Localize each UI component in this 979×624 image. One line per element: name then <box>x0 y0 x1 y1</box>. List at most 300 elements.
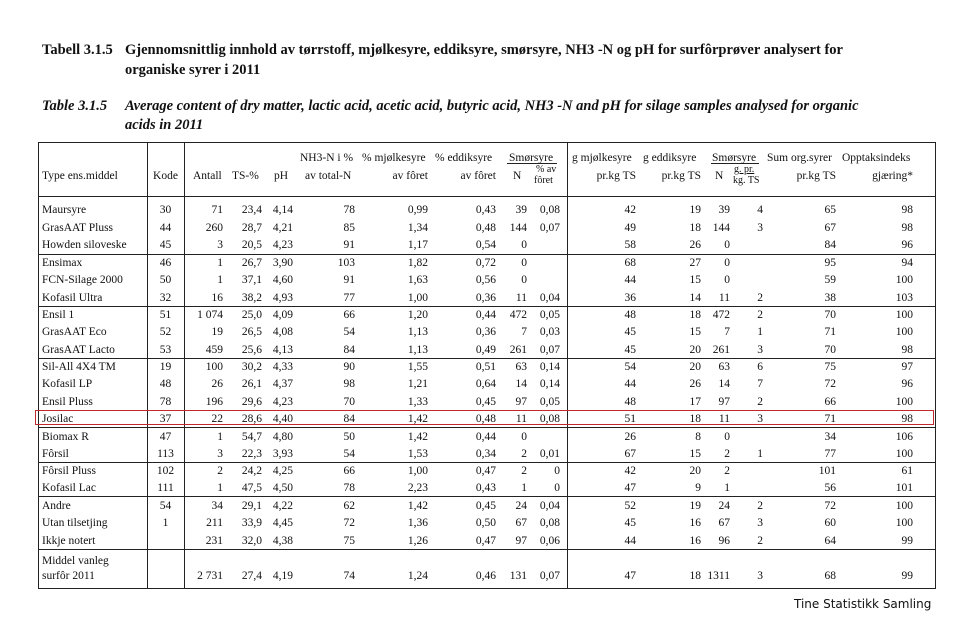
cell-type: Sil-All 4X4 TM <box>42 361 116 373</box>
cell-smor-pct: 0,04 <box>539 292 560 304</box>
group-rule-5 <box>38 462 936 463</box>
cell-mjolk: 1,00 <box>407 292 428 304</box>
cell-ts: 33,9 <box>241 517 262 529</box>
cell-smor-n: 261 <box>509 344 527 356</box>
cell-g-smor-n: 97 <box>718 396 730 408</box>
cell-antall: 19 <box>211 326 223 338</box>
cell-ts: 25,0 <box>241 309 262 321</box>
header-type: Type ens.middel <box>42 170 118 182</box>
cell-mjolk: 2,23 <box>407 482 428 494</box>
cell-kode: 19 <box>159 361 172 373</box>
cell-opptak: 100 <box>895 326 913 338</box>
cell-smor-pct: 0,01 <box>539 448 560 460</box>
cell-antall: 196 <box>205 396 223 408</box>
cell-antall: 26 <box>211 378 223 390</box>
cell-opptak: 96 <box>901 239 913 251</box>
cell-smor-n: 24 <box>515 500 527 512</box>
table-top-rule <box>38 142 936 143</box>
cell-g-mjolk: 54 <box>624 361 636 373</box>
cell-smor-pct: 0,08 <box>539 204 560 216</box>
cell-kode: 37 <box>159 413 172 425</box>
cell-opptak: 100 <box>895 448 913 460</box>
cell-ts: 47,5 <box>241 482 262 494</box>
cell-g-smor-n: 0 <box>724 257 730 269</box>
cell-smor-pct: 0,03 <box>539 326 560 338</box>
cell-nh3: 62 <box>343 500 355 512</box>
cell-sum: 65 <box>824 204 836 216</box>
cell-antall: 1 <box>217 431 223 443</box>
cell-antall: 1 <box>217 274 223 286</box>
col-rule-left <box>38 142 39 589</box>
cell-ph: 4,23 <box>272 396 293 408</box>
table-title-english <box>42 97 942 135</box>
group-rule-4 <box>38 427 936 428</box>
cell-g-smor-g: 2 <box>757 500 763 512</box>
cell-g-smor-g: 3 <box>757 413 763 425</box>
cell-ph: 4,38 <box>272 535 293 547</box>
cell-opptak: 100 <box>895 517 913 529</box>
group-rule-3 <box>38 358 936 359</box>
cell-g-mjolk: 45 <box>624 326 636 338</box>
cell-kode: 113 <box>157 448 174 460</box>
header-smor-pct-line1: % av <box>536 164 557 175</box>
cell-nh3: 50 <box>343 431 355 443</box>
cell-smor-n: 1 <box>521 482 527 494</box>
cell-eddik: 0,72 <box>475 257 496 269</box>
cell-mjolk: 1,00 <box>407 465 428 477</box>
table-number-en: Table 3.1.5 <box>42 98 108 114</box>
cell-average-nh3: 74 <box>343 570 355 582</box>
cell-eddik: 0,36 <box>475 326 496 338</box>
cell-type: GrasAAT Eco <box>42 326 107 338</box>
cell-antall: 3 <box>217 448 223 460</box>
cell-eddik: 0,51 <box>475 361 496 373</box>
cell-opptak: 100 <box>895 274 913 286</box>
cell-g-mjolk: 48 <box>624 396 636 408</box>
cell-antall: 100 <box>205 361 223 373</box>
table-number-no: Tabell 3.1.5 <box>42 42 113 58</box>
cell-mjolk: 1,82 <box>407 257 428 269</box>
cell-antall: 22 <box>211 413 223 425</box>
cell-eddik: 0,43 <box>475 204 496 216</box>
cell-average-smor-pct: 0,07 <box>539 570 560 582</box>
cell-sum: 64 <box>824 535 836 547</box>
cell-g-smor-n: 39 <box>718 204 730 216</box>
cell-kode: 54 <box>159 500 172 512</box>
cell-opptak: 97 <box>901 361 913 373</box>
cell-eddik: 0,54 <box>475 239 496 251</box>
cell-sum: 34 <box>824 431 836 443</box>
cell-g-eddik: 17 <box>689 396 701 408</box>
cell-kode: 48 <box>159 378 172 390</box>
header-gsmor-g-line1: g. pr. <box>734 164 755 175</box>
cell-smor-n: 97 <box>515 535 527 547</box>
header-opp-line1: Opptaksindeks <box>842 152 911 164</box>
cell-sum: 56 <box>824 482 836 494</box>
cell-sum: 59 <box>824 274 836 286</box>
cell-ph: 4,33 <box>272 361 293 373</box>
group-rule-6 <box>38 496 936 497</box>
cell-opptak: 100 <box>895 309 913 321</box>
cell-ts: 25,6 <box>241 344 262 356</box>
cell-g-smor-n: 2 <box>724 448 730 460</box>
cell-g-eddik: 8 <box>695 431 701 443</box>
cell-kode: 45 <box>159 239 172 251</box>
cell-type: Andre <box>42 500 71 512</box>
cell-average-ph: 4,19 <box>272 570 293 582</box>
cell-smor-n: 0 <box>521 257 527 269</box>
cell-g-smor-n: 261 <box>712 344 730 356</box>
cell-eddik: 0,47 <box>475 465 496 477</box>
cell-smor-n: 11 <box>515 413 527 425</box>
cell-kode: 102 <box>156 465 175 477</box>
cell-sum: 67 <box>824 222 836 234</box>
cell-mjolk: 1,21 <box>407 378 428 390</box>
cell-kode: 30 <box>159 204 172 216</box>
cell-g-smor-n: 14 <box>718 378 730 390</box>
group-rule-1 <box>38 254 936 255</box>
cell-g-eddik: 16 <box>689 535 701 547</box>
cell-type: Josilac <box>42 413 74 425</box>
cell-opptak: 98 <box>901 204 913 216</box>
cell-smor-n: 67 <box>515 517 527 529</box>
cell-smor-pct: 0,04 <box>539 500 560 512</box>
cell-antall: 1 <box>217 482 223 494</box>
cell-ts: 26,7 <box>241 257 262 269</box>
cell-g-eddik: 14 <box>689 292 701 304</box>
cell-antall: 459 <box>205 344 223 356</box>
cell-smor-pct: 0,05 <box>539 396 560 408</box>
cell-opptak: 98 <box>901 344 913 356</box>
source-credit: Tine Statistikk Samling <box>794 597 932 611</box>
cell-g-smor-n: 11 <box>718 413 730 425</box>
cell-antall: 1 074 <box>197 309 223 321</box>
header-eddik-line2: av fôret <box>460 170 496 182</box>
cell-ph: 4,09 <box>272 309 293 321</box>
cell-smor-pct: 0 <box>554 465 560 477</box>
cell-average-eddik: 0,46 <box>475 570 496 582</box>
cell-smor-n: 0 <box>521 239 527 251</box>
cell-eddik: 0,36 <box>475 292 496 304</box>
cell-g-smor-n: 24 <box>718 500 730 512</box>
cell-ts: 29,6 <box>241 396 262 408</box>
cell-sum: 60 <box>824 517 836 529</box>
cell-ts: 30,2 <box>241 361 262 373</box>
cell-ph: 4,14 <box>272 204 293 216</box>
cell-mjolk: 1,63 <box>407 274 428 286</box>
cell-mjolk: 1,42 <box>407 431 428 443</box>
cell-eddik: 0,64 <box>475 378 496 390</box>
group-rule-2 <box>38 306 936 307</box>
cell-type: FCN-Silage 2000 <box>42 274 123 286</box>
cell-smor-pct: 0,07 <box>539 222 560 234</box>
cell-type: GrasAAT Lacto <box>42 344 115 356</box>
header-ph: pH <box>274 170 289 182</box>
cell-ph: 4,23 <box>272 239 293 251</box>
cell-average-g-mjolk: 47 <box>624 570 636 582</box>
cell-ts: 24,2 <box>241 465 262 477</box>
cell-kode: 51 <box>159 309 172 321</box>
cell-g-smor-g: 1 <box>757 448 763 460</box>
cell-g-eddik: 20 <box>689 361 701 373</box>
header-gmjolk-line2: pr.kg TS <box>596 170 636 182</box>
cell-average-opptak: 99 <box>901 570 913 582</box>
cell-ph: 3,90 <box>272 257 293 269</box>
cell-type: Fôrsil Pluss <box>42 465 97 477</box>
header-gmjolk-line1: g mjølkesyre <box>572 152 632 164</box>
cell-g-eddik: 20 <box>689 344 701 356</box>
cell-kode: 44 <box>159 222 172 234</box>
cell-type: Maursyre <box>42 204 87 216</box>
cell-g-mjolk: 67 <box>624 448 636 460</box>
cell-mjolk: 1,55 <box>407 361 428 373</box>
cell-g-smor-g: 2 <box>757 396 763 408</box>
cell-ph: 4,08 <box>272 326 293 338</box>
cell-antall: 211 <box>206 517 223 529</box>
cell-ph: 4,25 <box>272 465 293 477</box>
cell-opptak: 98 <box>901 413 913 425</box>
cell-eddik: 0,49 <box>475 344 496 356</box>
cell-nh3: 91 <box>343 239 355 251</box>
cell-nh3: 103 <box>337 257 355 269</box>
header-sum-line2: pr.kg TS <box>796 170 836 182</box>
cell-average-antall: 2 731 <box>197 570 223 582</box>
header-sum-line1: Sum org.syrer <box>767 152 832 164</box>
cell-mjolk: 1,42 <box>407 500 428 512</box>
cell-type: Fôrsil <box>42 448 69 460</box>
cell-g-eddik: 26 <box>689 378 701 390</box>
cell-g-mjolk: 51 <box>624 413 636 425</box>
cell-sum: 84 <box>824 239 836 251</box>
cell-average-mjolk: 1,24 <box>407 570 428 582</box>
cell-g-smor-n: 7 <box>724 326 730 338</box>
cell-nh3: 72 <box>343 517 355 529</box>
cell-nh3: 75 <box>343 535 355 547</box>
cell-opptak: 99 <box>901 535 913 547</box>
cell-g-smor-g: 2 <box>757 292 763 304</box>
cell-type: Biomax R <box>42 431 89 443</box>
cell-ph: 4,93 <box>272 292 293 304</box>
cell-opptak: 61 <box>901 465 913 477</box>
cell-kode: 111 <box>157 482 174 494</box>
cell-smor-pct: 0,05 <box>539 309 560 321</box>
cell-nh3: 84 <box>343 413 355 425</box>
cell-type: Ikkje notert <box>42 535 96 547</box>
header-geddik-line1: g eddiksyre <box>643 152 697 164</box>
cell-g-eddik: 15 <box>689 326 701 338</box>
cell-opptak: 103 <box>895 292 913 304</box>
cell-smor-n: 14 <box>515 378 527 390</box>
cell-opptak: 101 <box>895 482 913 494</box>
col-rule-kode-right <box>184 142 185 589</box>
cell-ts: 28,7 <box>241 222 262 234</box>
cell-ph: 4,50 <box>272 482 293 494</box>
cell-g-smor-g: 2 <box>757 535 763 547</box>
cell-g-mjolk: 26 <box>624 431 636 443</box>
cell-g-mjolk: 44 <box>624 535 636 547</box>
cell-average-g-eddik: 18 <box>689 570 701 582</box>
cell-g-smor-g: 7 <box>757 378 763 390</box>
cell-average-g-smor-g: 3 <box>757 570 763 582</box>
cell-type: Utan tilsetjing <box>42 517 108 529</box>
cell-kode: 78 <box>159 396 172 408</box>
cell-kode: 47 <box>159 431 172 443</box>
cell-g-smor-n: 96 <box>718 535 730 547</box>
cell-smor-pct: 0,08 <box>539 413 560 425</box>
cell-smor-n: 97 <box>515 396 527 408</box>
cell-g-smor-n: 472 <box>712 309 730 321</box>
cell-nh3: 70 <box>343 396 355 408</box>
cell-sum: 71 <box>824 326 836 338</box>
cell-g-smor-g: 3 <box>757 344 763 356</box>
cell-nh3: 98 <box>343 378 355 390</box>
cell-kode: 52 <box>159 326 172 338</box>
cell-ph: 4,22 <box>272 500 293 512</box>
cell-g-eddik: 18 <box>689 309 701 321</box>
cell-nh3: 78 <box>343 204 355 216</box>
cell-smor-pct: 0,14 <box>539 378 560 390</box>
cell-eddik: 0,34 <box>475 448 496 460</box>
cell-g-smor-g: 4 <box>757 204 763 216</box>
cell-smor-pct: 0 <box>554 482 560 494</box>
cell-opptak: 100 <box>895 500 913 512</box>
cell-average-label-2: surfôr 2011 <box>42 570 95 582</box>
cell-kode: 46 <box>159 257 172 269</box>
header-gsmor-n: N <box>715 170 724 182</box>
cell-g-eddik: 27 <box>689 257 701 269</box>
cell-mjolk: 0,99 <box>407 204 428 216</box>
cell-g-mjolk: 44 <box>624 378 636 390</box>
cell-eddik: 0,48 <box>475 413 496 425</box>
cell-eddik: 0,45 <box>475 396 496 408</box>
cell-average-sum: 68 <box>824 570 836 582</box>
header-gsmor-g-line2: kg. TS <box>733 175 760 186</box>
header-nh3-line2: av total-N <box>305 170 352 182</box>
cell-ph: 4,21 <box>272 222 293 234</box>
header-gsmor-line1: Smørsyre <box>712 152 757 164</box>
cell-eddik: 0,48 <box>475 222 496 234</box>
cell-mjolk: 1,33 <box>407 396 428 408</box>
cell-average-ts: 27,4 <box>241 570 262 582</box>
cell-type: Kofasil LP <box>42 378 93 390</box>
header-mjolk-line2: av fôret <box>392 170 428 182</box>
cell-g-smor-n: 2 <box>724 465 730 477</box>
cell-g-eddik: 19 <box>689 500 701 512</box>
cell-ph: 4,13 <box>272 344 293 356</box>
cell-antall: 34 <box>211 500 223 512</box>
cell-nh3: 66 <box>343 309 355 321</box>
cell-nh3: 84 <box>343 344 355 356</box>
cell-ph: 3,93 <box>272 448 293 460</box>
cell-smor-n: 0 <box>521 274 527 286</box>
cell-smor-n: 144 <box>509 222 527 234</box>
cell-antall: 16 <box>211 292 223 304</box>
cell-eddik: 0,44 <box>475 309 496 321</box>
cell-nh3: 66 <box>343 465 355 477</box>
cell-type: Ensil 1 <box>42 309 75 321</box>
cell-ts: 38,2 <box>241 292 262 304</box>
cell-g-mjolk: 45 <box>624 517 636 529</box>
header-geddik-line2: pr.kg TS <box>661 170 701 182</box>
cell-g-smor-n: 63 <box>718 361 730 373</box>
header-nh3-line1: NH3-N i % <box>300 152 354 164</box>
cell-g-smor-g: 6 <box>757 361 763 373</box>
cell-smor-n: 472 <box>509 309 527 321</box>
header-bottom-rule <box>38 196 936 197</box>
cell-mjolk: 1,53 <box>407 448 428 460</box>
cell-antall: 231 <box>205 535 223 547</box>
cell-smor-n: 39 <box>515 204 527 216</box>
header-smor-n: N <box>513 170 522 182</box>
cell-smor-n: 7 <box>521 326 527 338</box>
cell-nh3: 77 <box>343 292 355 304</box>
cell-g-smor-g: 3 <box>757 222 763 234</box>
cell-kode: 53 <box>159 344 172 356</box>
cell-g-mjolk: 48 <box>624 309 636 321</box>
cell-nh3: 85 <box>343 222 355 234</box>
cell-g-mjolk: 44 <box>624 274 636 286</box>
cell-eddik: 0,50 <box>475 517 496 529</box>
cell-g-smor-n: 144 <box>712 222 730 234</box>
cell-type: Howden siloveske <box>42 239 127 251</box>
cell-g-smor-n: 67 <box>718 517 730 529</box>
cell-opptak: 96 <box>901 378 913 390</box>
cell-g-eddik: 9 <box>695 482 701 494</box>
cell-ts: 32,0 <box>241 535 262 547</box>
cell-g-eddik: 15 <box>689 274 701 286</box>
cell-antall: 260 <box>205 222 223 234</box>
col-rule-right <box>935 142 936 589</box>
cell-smor-pct: 0,07 <box>539 344 560 356</box>
cell-smor-n: 2 <box>521 448 527 460</box>
header-opp-line2: gjæring* <box>872 170 913 182</box>
cell-sum: 66 <box>824 396 836 408</box>
cell-mjolk: 1,42 <box>407 413 428 425</box>
cell-g-smor-n: 11 <box>718 292 730 304</box>
cell-g-eddik: 18 <box>689 222 701 234</box>
cell-g-mjolk: 68 <box>624 257 636 269</box>
cell-g-smor-g: 1 <box>757 326 763 338</box>
cell-eddik: 0,56 <box>475 274 496 286</box>
table-title-norwegian <box>42 40 942 80</box>
cell-kode: 1 <box>162 517 169 529</box>
cell-g-mjolk: 58 <box>624 239 636 251</box>
cell-mjolk: 1,13 <box>407 344 428 356</box>
cell-kode: 50 <box>159 274 172 286</box>
cell-smor-n: 0 <box>521 431 527 443</box>
cell-nh3: 78 <box>343 482 355 494</box>
cell-g-eddik: 16 <box>689 517 701 529</box>
cell-type: Ensimax <box>42 257 83 269</box>
cell-g-mjolk: 42 <box>624 465 636 477</box>
group-rule-7 <box>38 549 936 550</box>
cell-ph: 4,45 <box>272 517 293 529</box>
cell-g-mjolk: 42 <box>624 204 636 216</box>
cell-smor-n: 63 <box>515 361 527 373</box>
cell-ts: 37,1 <box>241 274 262 286</box>
header-eddik-line1: % eddiksyre <box>435 152 493 164</box>
cell-sum: 70 <box>824 344 836 356</box>
cell-mjolk: 1,20 <box>407 309 428 321</box>
header-ts: TS-% <box>232 170 259 182</box>
cell-type: Ensil Pluss <box>42 396 93 408</box>
cell-mjolk: 1,26 <box>407 535 428 547</box>
cell-g-mjolk: 49 <box>624 222 636 234</box>
cell-sum: 70 <box>824 309 836 321</box>
cell-sum: 101 <box>818 465 836 477</box>
cell-ts: 29,1 <box>241 500 262 512</box>
cell-mjolk: 1,17 <box>407 239 428 251</box>
